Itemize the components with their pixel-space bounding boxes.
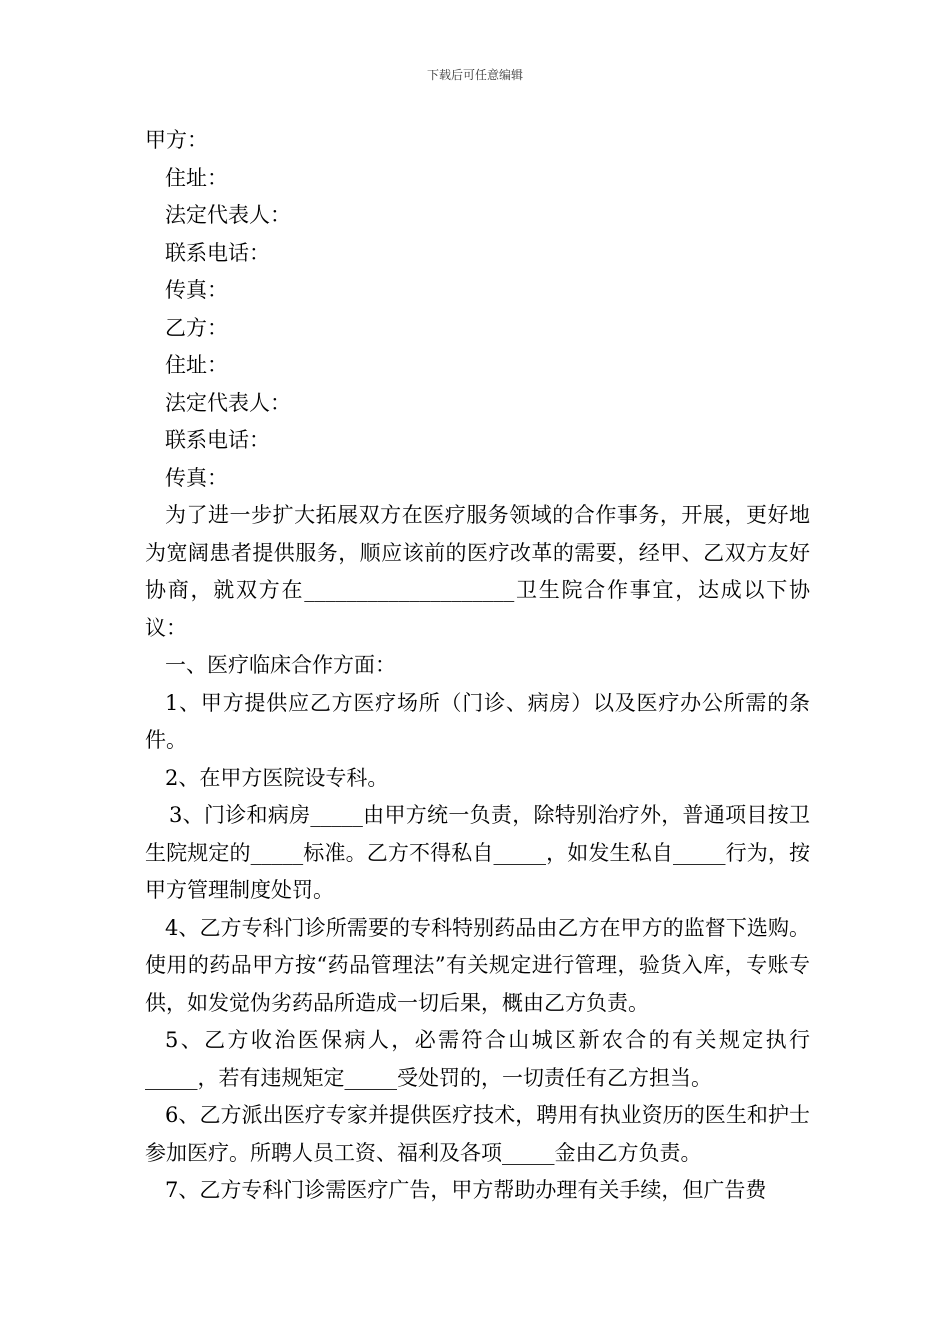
clause-1: 1、甲方提供应乙方医疗场所（门诊、病房）以及医疗办公所需的条件。 xyxy=(145,690,810,752)
party-a-title: 甲方： xyxy=(145,128,208,152)
clause-6: 6、乙方派出医疗专家并提供医疗技术，聘用有执业资历的医生和护士参加医疗。所聘人员工资、福利及各项_____金由乙方负责。 xyxy=(145,1103,810,1165)
party-a-legal-rep: 法定代表人： xyxy=(165,203,291,227)
clause-5: 5、乙方收治医保病人，必需符合山城区新农合的有关规定执行_____，若有违规矩定_____受处罚的，一切责任有乙方担当。 xyxy=(145,1028,810,1090)
party-a-phone: 联系电话： xyxy=(165,240,270,265)
clause-4: 4、乙方专科门诊所需要的专科特别药品由乙方在甲方的监督下选购。使用的药品甲方按“药品管理法”有关规定进行管理，验货入库，专账专供，如发觉伪劣药品所造成一切后果，概由乙方负责。 xyxy=(145,915,810,1015)
party-b-fax: 传真： xyxy=(165,465,228,490)
clause-7: 7、乙方专科门诊需医疗广告，甲方帮助办理有关手续，但广告费 xyxy=(165,1178,767,1202)
party-a-fax: 传真： xyxy=(165,278,228,302)
party-a-address: 住址： xyxy=(165,165,228,190)
intro-paragraph: 为了进一步扩大拓展双方在医疗服务领域的合作事务，开展，更好地为宽阔患者提供服务，顺应该前的医疗改革的需要，经甲、乙双方友好协商，就双方在____________________卫生院合作事宜，达成以下协议： xyxy=(145,503,810,640)
party-b-title: 乙方： xyxy=(165,315,228,340)
party-b-address: 住址： xyxy=(165,353,228,377)
document-body xyxy=(145,122,810,1210)
party-b-phone: 联系电话： xyxy=(165,428,270,452)
page-header: 下载后可任意编辑 xyxy=(426,68,523,82)
clause-2: 2、在甲方医院设专科。 xyxy=(165,765,389,790)
clause-3: 3、门诊和病房_____由甲方统一负责，除特别治疗外，普通项目按卫生院规定的_____标准。乙方不得私自_____，如发生私自_____行为，按甲方管理制度处罚。 xyxy=(145,803,810,902)
section-1-title: 一、医疗临床合作方面： xyxy=(165,653,396,677)
party-b-legal-rep: 法定代表人： xyxy=(165,390,291,415)
